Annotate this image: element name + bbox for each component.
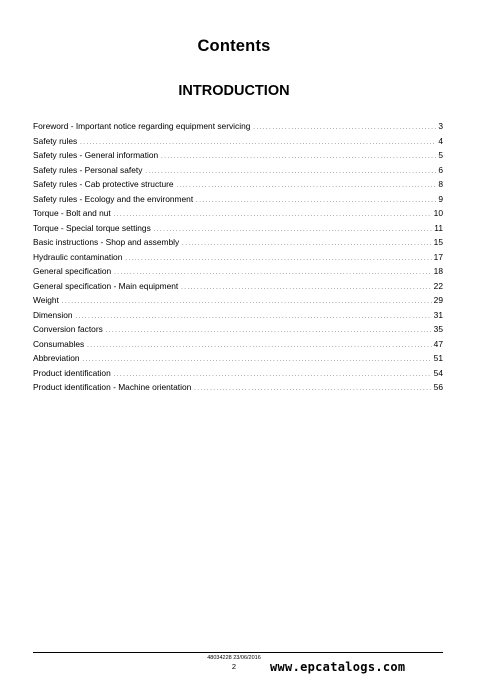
toc-entry-page: 35 (433, 324, 443, 334)
toc-entry-label: Safety rules - Personal safety (33, 164, 143, 175)
toc-entry-page: 4 (438, 135, 443, 146)
toc-entry-page: 47 (433, 338, 443, 349)
toc-entry-label: Conversion factors (33, 324, 103, 334)
toc-entry[interactable] (33, 264, 443, 279)
toc-entry[interactable] (33, 235, 443, 250)
toc-entry-label: Safety rules - Cab protective structure (33, 179, 174, 189)
toc-entry-label: Consumables (33, 338, 85, 349)
toc-entry-label: Basic instructions - Shop and assembly (33, 237, 180, 247)
toc-entry-page: 54 (433, 367, 443, 378)
toc-entry-page: 5 (438, 150, 443, 160)
toc-entry-page: 17 (433, 251, 443, 262)
toc-entry[interactable] (33, 177, 443, 192)
toc-entry[interactable] (33, 134, 443, 149)
section-heading: INTRODUCTION (178, 83, 290, 99)
footer-reference: 48034228 23/06/2016 (207, 655, 261, 661)
toc-entry[interactable] (33, 206, 443, 221)
toc-entry-page: 29 (433, 295, 443, 305)
toc-entry[interactable] (33, 380, 443, 395)
toc-entry[interactable] (33, 337, 443, 352)
toc-entry[interactable] (33, 279, 443, 294)
toc-entry-page: 8 (438, 179, 443, 189)
toc-entry[interactable] (33, 148, 443, 163)
toc-entry[interactable] (33, 163, 443, 178)
toc-entry[interactable] (33, 351, 443, 366)
toc-entry[interactable] (33, 293, 443, 308)
toc-entry-label: Torque - Bolt and nut (33, 208, 111, 218)
toc-entry-label: Abbreviation (33, 353, 80, 363)
toc-entry[interactable] (33, 119, 443, 134)
toc-entry-page: 11 (434, 222, 443, 233)
toc-entry-label: Foreword - Important notice regarding equipment servicing (33, 121, 251, 131)
toc-entry[interactable] (33, 192, 443, 207)
toc-entry-label: Product identification - Machine orientation (33, 382, 192, 392)
toc-entry-page: 3 (438, 121, 443, 131)
toc-entry-label: Safety rules - Ecology and the environment (33, 193, 194, 204)
toc-entry-page: 18 (433, 266, 443, 276)
page-title: Contents (197, 37, 271, 55)
toc-entry-label: Product identification (33, 367, 111, 378)
footer-divider (33, 652, 443, 653)
toc-entry-page: 56 (433, 382, 443, 392)
footer-page-number: 2 (231, 662, 237, 671)
toc-entry-page: 22 (433, 280, 443, 291)
toc-entry-label: General specification (33, 266, 112, 276)
toc-entry-page: 15 (433, 237, 443, 247)
toc-entry[interactable] (33, 308, 443, 323)
toc-entry[interactable] (33, 322, 443, 337)
toc-entry[interactable] (33, 250, 443, 265)
toc-entry-page: 10 (433, 208, 443, 218)
toc-entry[interactable] (33, 366, 443, 381)
toc-entry[interactable] (33, 221, 443, 236)
toc-entry-label: Weight (33, 295, 59, 305)
table-of-contents (33, 119, 443, 395)
toc-entry-label: General specification - Main equipment (33, 280, 179, 291)
watermark-url: www.epcatalogs.com (270, 660, 406, 674)
toc-entry-page: 51 (433, 353, 443, 363)
toc-entry-label: Dimension (33, 309, 73, 320)
toc-entry-label: Hydraulic contamination (33, 251, 123, 262)
toc-entry-label: Torque - Special torque settings (33, 222, 151, 233)
toc-entry-page: 31 (433, 309, 443, 320)
toc-entry-label: Safety rules - General information (33, 150, 159, 160)
toc-entry-page: 9 (438, 193, 443, 204)
toc-entry-label: Safety rules (33, 135, 78, 146)
toc-entry-page: 6 (438, 164, 443, 175)
toc-dot-leader (194, 380, 431, 397)
